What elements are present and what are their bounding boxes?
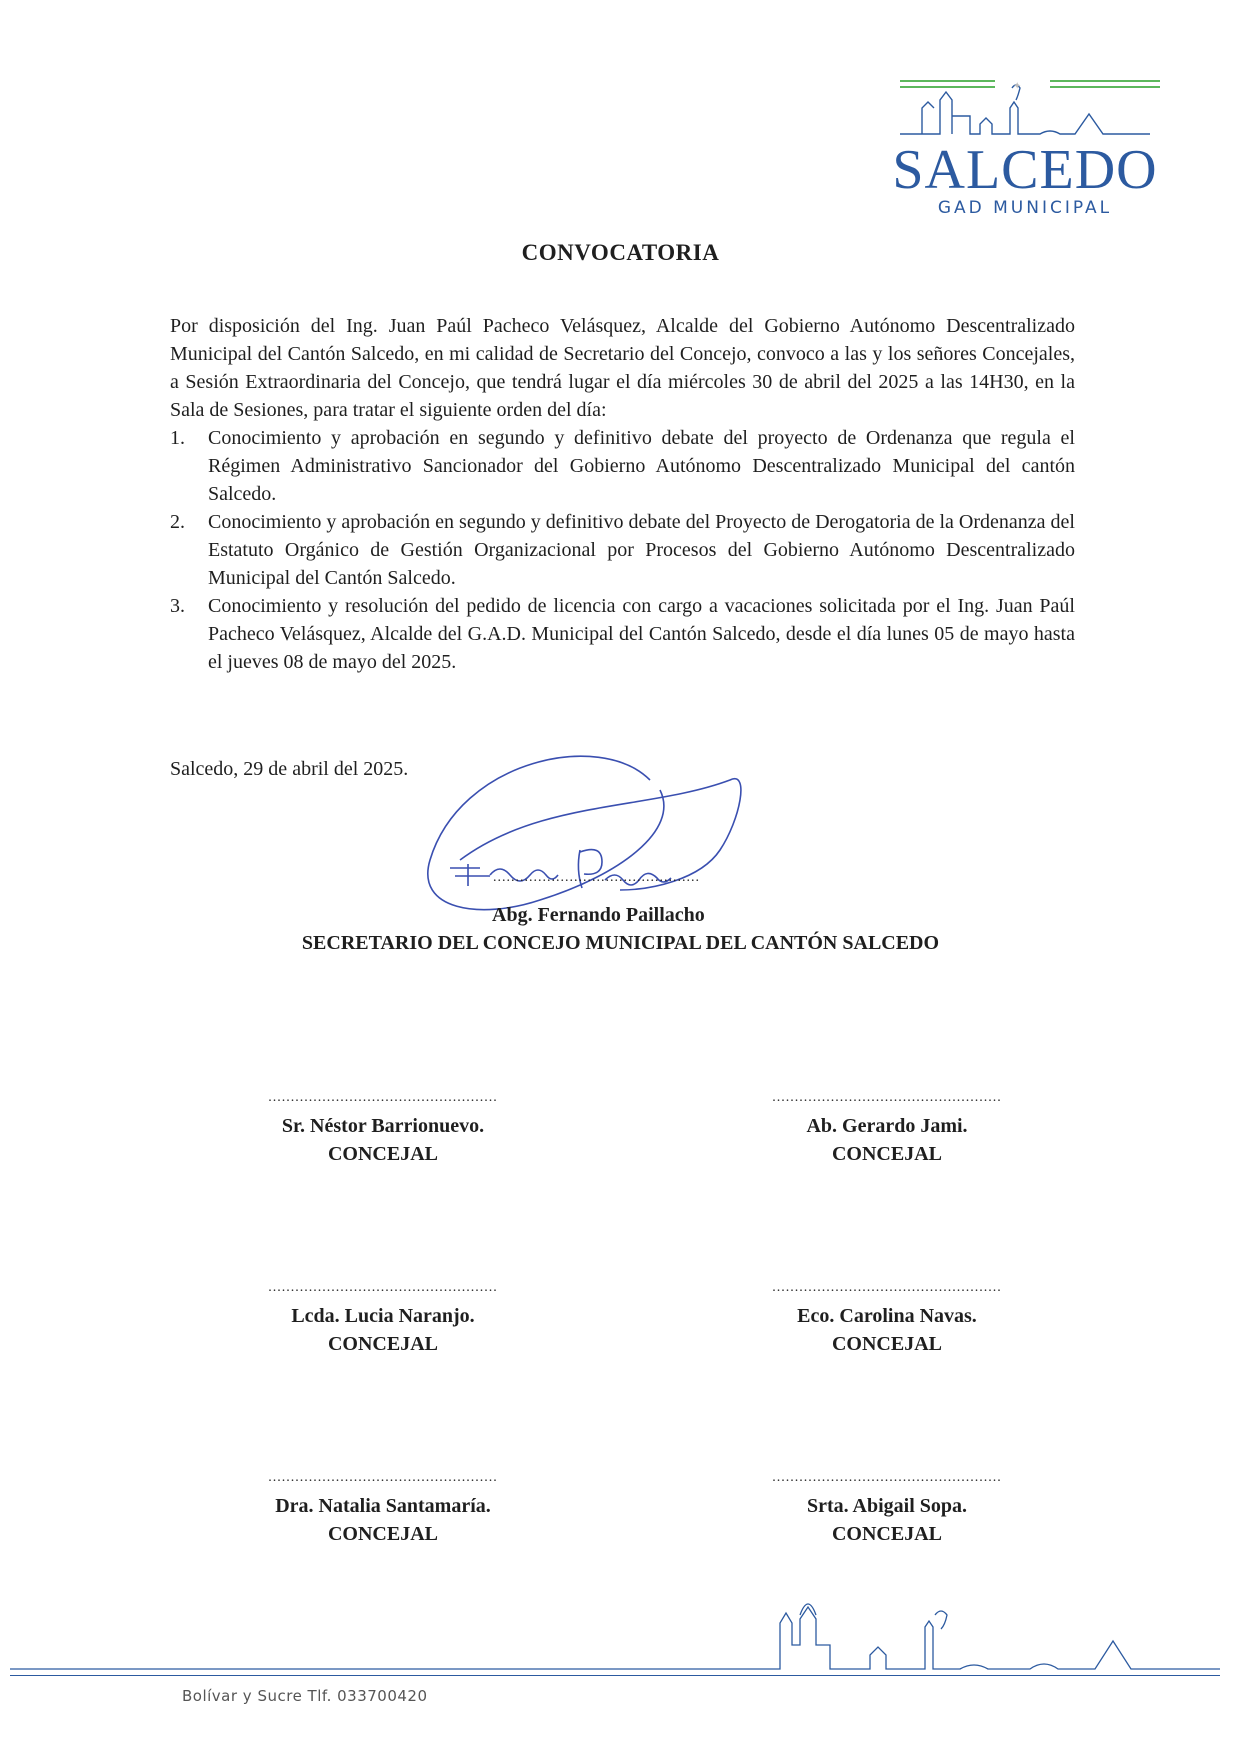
councillor-signature-block — [727, 1280, 1047, 1358]
secretary-title: SECRETARIO DEL CONCEJO MUNICIPAL DEL CANTÓN SALCEDO — [301, 932, 940, 954]
agenda-item — [170, 508, 1075, 592]
document-body — [170, 312, 1075, 676]
councillor-name: Ab. Gerardo Jami. — [806, 1115, 968, 1137]
logo-wordmark: SALCEDO — [892, 139, 1158, 201]
logo-bars-icon — [900, 78, 1170, 92]
agenda-item-text: Conocimiento y resolución del pedido de licencia con cargo a vacaciones solicitada por el Ing. Juan Paúl Pacheco Velásquez, Alcalde del G.A.D. Municipal del Cantón Salcedo, desde el día lunes 05 de mayo hasta el jueves 08 de mayo del 2025. — [208, 595, 1075, 673]
svg-text:✦: ✦ — [1013, 81, 1022, 92]
agenda-item — [170, 424, 1075, 508]
agenda-list — [170, 424, 1075, 676]
document-title: CONVOCATORIA — [521, 240, 720, 265]
footer-skyline-icon — [0, 1585, 1241, 1685]
secretary-signature-line: .............................................. — [493, 870, 700, 885]
councillor-role: CONCEJAL — [327, 1143, 438, 1165]
agenda-item-number: 3. — [170, 595, 185, 617]
intro-paragraph: Por disposición del Ing. Juan Paúl Pacheco Velásquez, Alcalde del Gobierno Autónomo Descentralizado Municipal del Cantón Salcedo, en mi calidad de Secretario del Concejo, convoco a las y los señores Concejales, a Sesión Extraordinaria del Concejo, que tendrá lugar el día miércoles 30 de abril del 2025 a las 14H30, en la Sala de Sesiones, para tratar el siguiente orden del día: — [170, 315, 1075, 421]
councillor-signature-block — [727, 1470, 1047, 1548]
councillor-role: CONCEJAL — [831, 1333, 942, 1355]
councillor-role: CONCEJAL — [831, 1143, 942, 1165]
agenda-item-number: 2. — [170, 511, 185, 533]
footer-address: Bolívar y Sucre Tlf. 033700420 — [182, 1687, 428, 1705]
councillor-name: Srta. Abigail Sopa. — [806, 1495, 968, 1517]
signature-line: ................................................... — [268, 1090, 498, 1105]
agenda-item-text: Conocimiento y aprobación en segundo y definitivo debate del Proyecto de Derogatoria de la Ordenanza del Estatuto Orgánico de Gestión Organizacional por Procesos del Gobierno Autónomo Descentralizado Municipal del Cantón Salcedo. — [208, 511, 1075, 589]
councillor-signature-block — [727, 1090, 1047, 1168]
councillor-signature-block — [223, 1090, 543, 1168]
councillor-name: Sr. Néstor Barrionuevo. — [281, 1115, 485, 1137]
date-line: Salcedo, 29 de abril del 2025. — [170, 758, 409, 780]
councillor-role: CONCEJAL — [831, 1523, 942, 1545]
councillor-signature-block — [223, 1280, 543, 1358]
councillor-name: Lcda. Lucia Naranjo. — [291, 1305, 475, 1327]
signature-line: ................................................... — [268, 1470, 498, 1485]
agenda-item-number: 1. — [170, 427, 185, 449]
councillor-name: Dra. Natalia Santamaría. — [275, 1495, 491, 1517]
handwritten-signature — [420, 740, 750, 930]
councillor-role: CONCEJAL — [327, 1523, 438, 1545]
signature-line: ................................................... — [772, 1470, 1002, 1485]
logo-subtitle: GAD MUNICIPAL — [937, 198, 1113, 218]
councillor-signature-block — [223, 1470, 543, 1548]
salcedo-logo — [880, 78, 1170, 258]
signature-line: ................................................... — [772, 1090, 1002, 1105]
signature-line: ................................................... — [268, 1280, 498, 1295]
secretary-name: Abg. Fernando Paillacho — [492, 904, 705, 926]
councillor-name: Eco. Carolina Navas. — [797, 1305, 977, 1327]
signature-line: ................................................... — [772, 1280, 1002, 1295]
councillor-role: CONCEJAL — [327, 1333, 438, 1355]
agenda-item — [170, 592, 1075, 676]
agenda-item-text: Conocimiento y aprobación en segundo y definitivo debate del proyecto de Ordenanza que regula el Régimen Administrativo Sancionador del Gobierno Autónomo Descentralizado Municipal del cantón Salcedo. — [208, 427, 1075, 505]
